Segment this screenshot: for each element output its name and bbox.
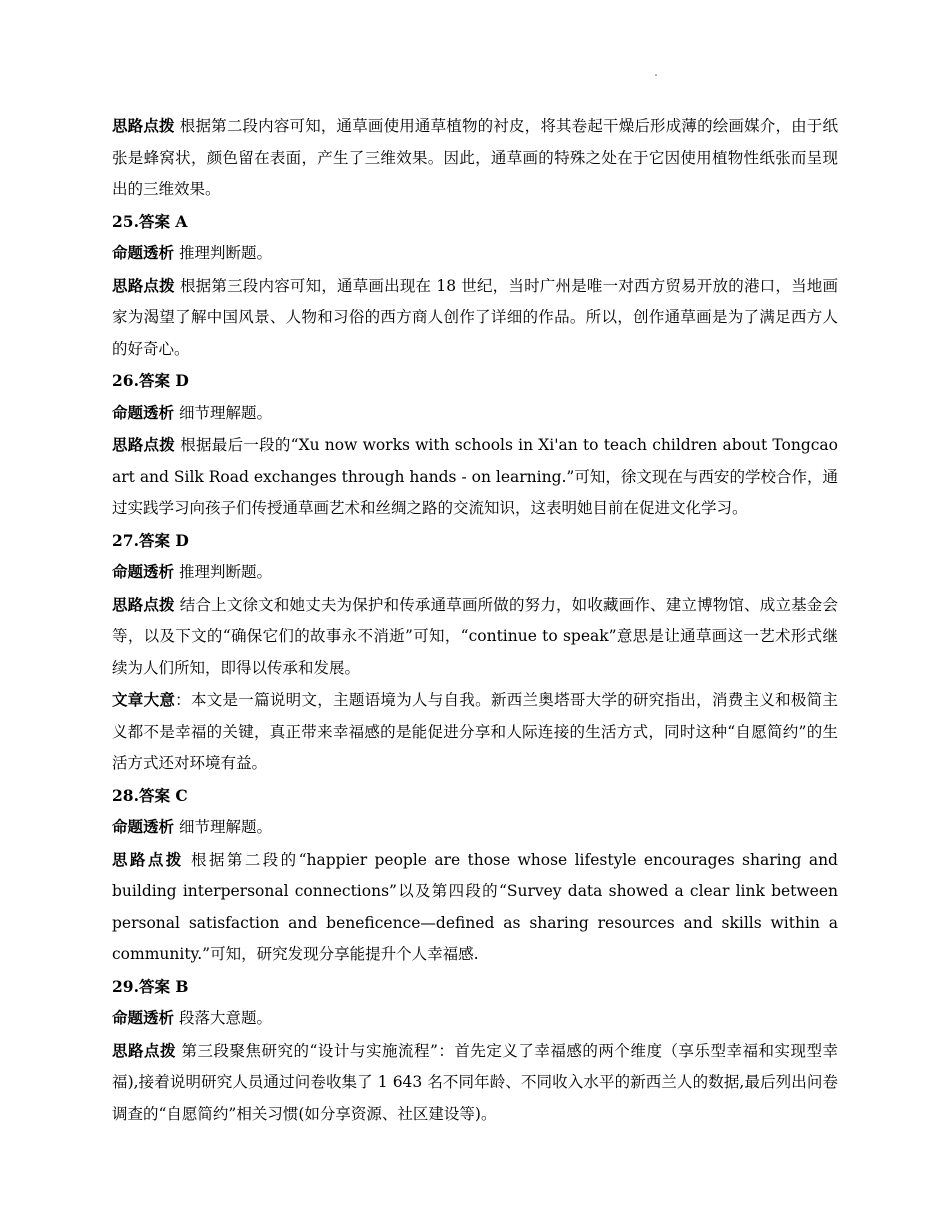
- reasoning-label: 思路点拨: [112, 275, 175, 295]
- reasoning-label: 思路点拨: [112, 435, 176, 454]
- reasoning-text: 根据第三段内容可知，通草画出现在 18 世纪，当时广州是唯一对西方贸易开放的港口，当地画家为渴望了解中国风景、人物和习俗的西方商人创作了详细的作品。所以，创作通草画是为了满足西方人的好奇心。: [112, 276, 838, 358]
- reasoning-text: 根据最后一段的“Xu now works with schools in Xi'an to teach children about Tongcao art and Silk Road exchanges through hands - on learning.”可知，徐文现在与西安的学校合作，通过实践学习向孩子们传授通草画艺术和丝绸之路的交流知识，这表明她目前在促进文化学习。: [112, 436, 838, 517]
- document-content: [112, 110, 838, 1130]
- q25-type: [112, 237, 838, 270]
- type-text: 推理判断题。: [174, 563, 272, 581]
- reasoning-text: 结合上文徐文和她丈夫为保护和传承通草画所做的努力，如收藏画作、建立博物馆、成立基金会等，以及下文的“确保它们的故事永不消逝”可知，“continue to speak”意思是让通草画这一艺术形式继续为人们所知，即得以传承和发展。: [112, 595, 838, 677]
- q28-reasoning: [112, 844, 838, 971]
- reasoning-text: 第三段聚焦研究的“设计与实施流程”：首先定义了幸福感的两个维度（享乐型幸福和实现型幸福),接着说明研究人员通过问卷收集了 1 643 名不同年龄、不同收入水平的新西兰人的数据,最后列出问卷调查的“自愿简约”相关习惯(如分享资源、社区建设等)。: [112, 1041, 838, 1123]
- q25-answer: 25.答案 A: [112, 211, 188, 231]
- reasoning-label: 思路点拨: [112, 1040, 177, 1060]
- header-dot: [655, 74, 657, 76]
- article-summary: [112, 684, 838, 780]
- reasoning-label: 思路点拨: [112, 116, 175, 135]
- type-label: 命题透析: [112, 817, 175, 836]
- q27-reasoning: [112, 589, 838, 685]
- q24-reasoning: [112, 110, 838, 206]
- q26-reasoning: [112, 429, 838, 525]
- q26-type: [112, 397, 838, 430]
- reasoning-label: 思路点拨: [112, 849, 184, 869]
- type-text: 细节理解题。: [174, 818, 272, 836]
- q28-answer: 28.答案 C: [112, 785, 188, 805]
- reasoning-text: 根据第二段内容可知，通草画使用通草植物的衬皮，将其卷起干燥后形成薄的绘画媒介，由于纸张是蜂窝状，颜色留在表面，产生了三维效果。因此，通草画的特殊之处在于它因使用植物性纸张而呈现出的三维效果。: [112, 117, 838, 198]
- type-label: 命题透析: [112, 243, 175, 262]
- type-text: 推理判断题。: [174, 244, 272, 262]
- summary-text: ：本文是一篇说明文，主题语境为人与自我。新西兰奥塔哥大学的研究指出，消费主义和极简主义都不是幸福的关键，真正带来幸福感的是能促进分享和人际连接的生活方式，同时这种“自愿简约”的生活方式还对环境有益。: [112, 691, 838, 772]
- q25-reasoning: [112, 270, 838, 366]
- q28-type: [112, 811, 838, 844]
- reasoning-label: 思路点拨: [112, 594, 175, 614]
- q29-reasoning: [112, 1035, 838, 1131]
- q29-type: [112, 1002, 838, 1035]
- type-label: 命题透析: [112, 402, 175, 422]
- type-text: 段落大意题。: [174, 1009, 272, 1027]
- reasoning-text: 根据第二段的“happier people are those whose lifestyle encourages sharing and building interpersonal connections”以及第四段的“Survey data showed a clear link between personal satisfaction and beneficence—defined as sharing resources and skills within a community.”可知，研究发现分享能提升个人幸福感.: [112, 850, 838, 963]
- type-text: 细节理解题。: [174, 403, 272, 422]
- q27-answer: 27.答案 D: [112, 530, 189, 550]
- summary-label: 文章大意: [112, 690, 176, 709]
- type-label: 命题透析: [112, 562, 175, 581]
- q26-answer: 26.答案 D: [112, 371, 189, 390]
- type-label: 命题透析: [112, 1008, 175, 1027]
- q27-type: [112, 556, 838, 589]
- q29-answer: 29.答案 B: [112, 976, 189, 996]
